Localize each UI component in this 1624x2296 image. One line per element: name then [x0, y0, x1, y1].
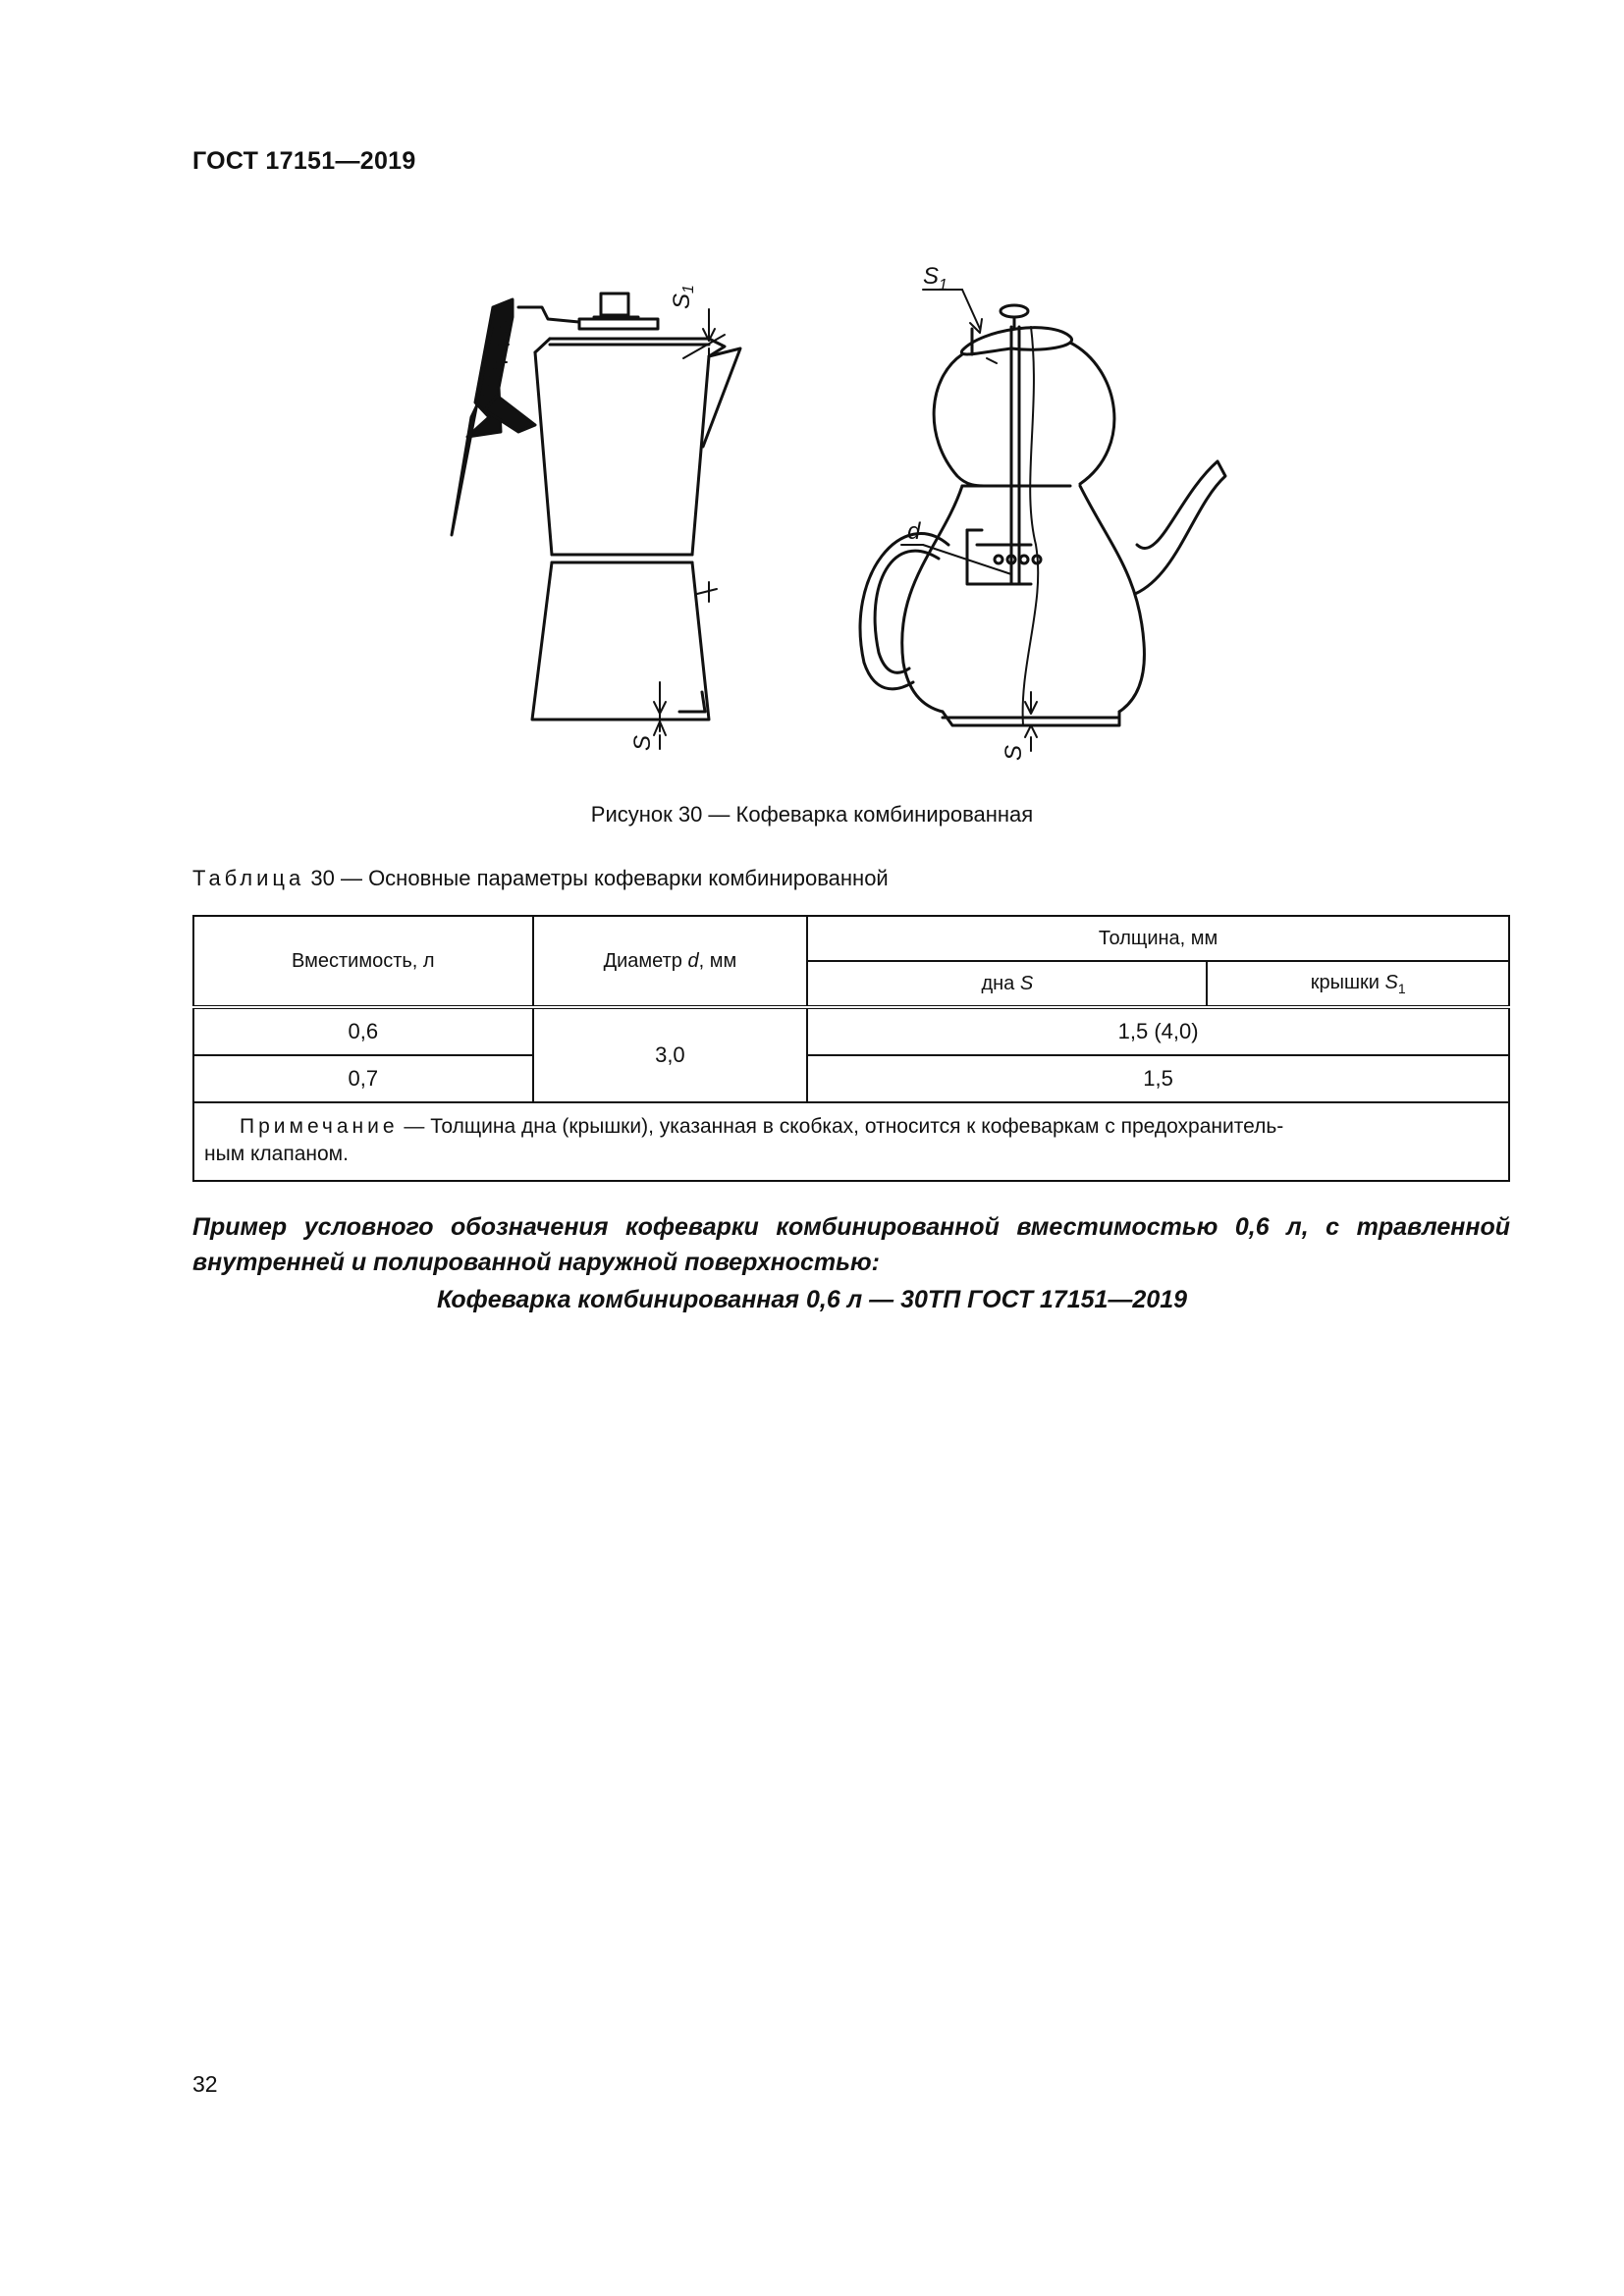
svg-text:S1: [923, 263, 947, 294]
header-diameter: Диаметр d, мм: [533, 916, 808, 1007]
cell-thickness: 1,5 (4,0): [807, 1007, 1509, 1055]
table-row: [193, 1055, 1509, 1102]
document-code-header: ГОСТ 17151—2019: [192, 147, 416, 175]
header-thickness: Толщина, мм: [807, 916, 1509, 961]
label-s1-left-sub: 1: [680, 285, 697, 294]
designation-example: Пример условного обозначения кофеварки комбинированной вместимостью 0,6 л, с травленной внутренней и полированной наружной поверхностью:: [192, 1213, 1510, 1276]
table-note: [193, 1102, 1509, 1181]
svg-text:S1: [669, 285, 697, 309]
header-lid-thickness: крышки $S_1$: [1207, 961, 1509, 1007]
moka-pot-drawing: [452, 294, 740, 749]
cell-thickness: 1,5: [807, 1055, 1509, 1102]
label-d-right: d: [907, 518, 921, 545]
table-row: [193, 1007, 1509, 1055]
designation-code: Кофеварка комбинированная 0,6 л — 30ТП ГОСТ 17151—2019: [436, 1286, 1188, 1313]
cell-capacity: 0,6: [193, 1007, 533, 1055]
parameters-table: [192, 915, 1510, 1182]
label-s1-left: S: [669, 293, 695, 309]
cell-capacity: 0,7: [193, 1055, 533, 1102]
header-capacity: Вместимость, л: [193, 916, 533, 1007]
figure-30-drawing: [432, 250, 1296, 771]
table-note-row: [193, 1102, 1509, 1181]
label-s1-right: S: [923, 263, 940, 290]
note-text-continued: ным клапаном.: [204, 1143, 349, 1165]
table-header-row-1: [193, 916, 1509, 961]
table-title-label: Таблица: [192, 866, 305, 890]
label-s-left: S: [629, 734, 656, 751]
note-text: — Толщина дна (крышки), указанная в скобках, относится к кофеваркам с предохранитель-: [398, 1115, 1284, 1138]
cell-diameter: 3,0: [533, 1007, 808, 1102]
header-bottom-thickness: дна S: [807, 961, 1207, 1007]
label-s1-right-sub: 1: [939, 277, 947, 294]
coffee-makers-svg: [432, 250, 1296, 771]
note-label: Примечание: [240, 1115, 399, 1138]
table-title: [192, 866, 889, 891]
table-title-text: 30 — Основные параметры кофеварки комбинированной: [304, 866, 889, 890]
label-s-right: S: [1001, 744, 1027, 761]
figure-caption: Рисунок 30 — Кофеварка комбинированная: [590, 802, 1034, 827]
page-number: 32: [192, 2071, 218, 2097]
